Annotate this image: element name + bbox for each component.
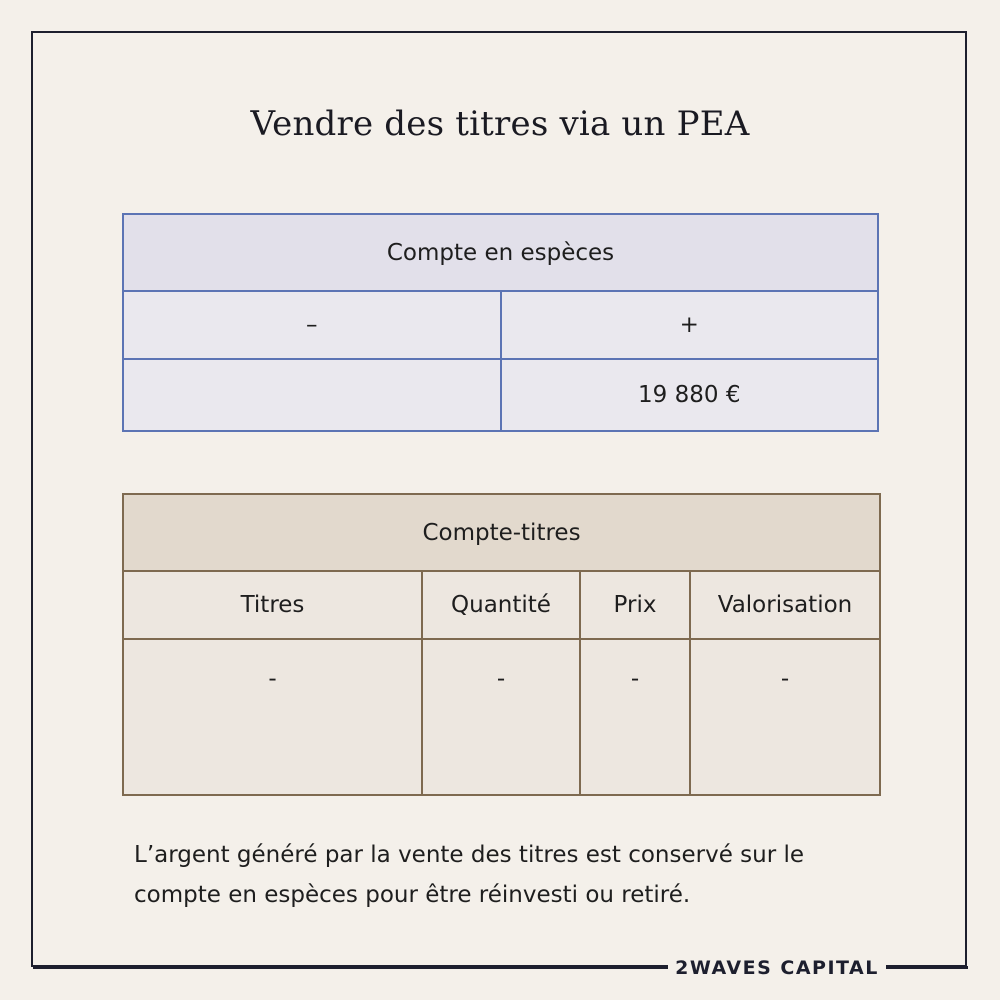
cell-titres: - — [123, 639, 422, 795]
column-header-titres: Titres — [123, 571, 422, 639]
footer-divider-right — [886, 966, 968, 969]
footer-divider-left — [33, 966, 668, 969]
explanation-text: L’argent généré par la vente des titres est conservé sur le compte en espèces pour être réinvesti ou retiré. — [134, 842, 805, 908]
column-header-prix: Prix — [580, 571, 690, 639]
page-title: Vendre des titres via un PEA — [250, 104, 750, 144]
brand-name: 2WAVES CAPITAL — [668, 957, 886, 979]
credit-value: 19 880 € — [501, 359, 879, 431]
debit-column-label: – — [123, 291, 501, 359]
cell-valorisation: - — [690, 639, 880, 795]
debit-value — [123, 359, 501, 431]
credit-column-label: + — [501, 291, 879, 359]
securities-account-header: Compte-titres — [123, 494, 880, 571]
column-header-quantite: Quantité — [422, 571, 580, 639]
table-row — [123, 639, 880, 795]
cell-quantite: - — [422, 639, 580, 795]
cell-prix: - — [580, 639, 690, 795]
cash-account-table — [122, 213, 879, 432]
securities-account-table — [122, 493, 881, 796]
cash-account-header: Compte en espèces — [123, 214, 878, 291]
column-header-valorisation: Valorisation — [690, 571, 880, 639]
